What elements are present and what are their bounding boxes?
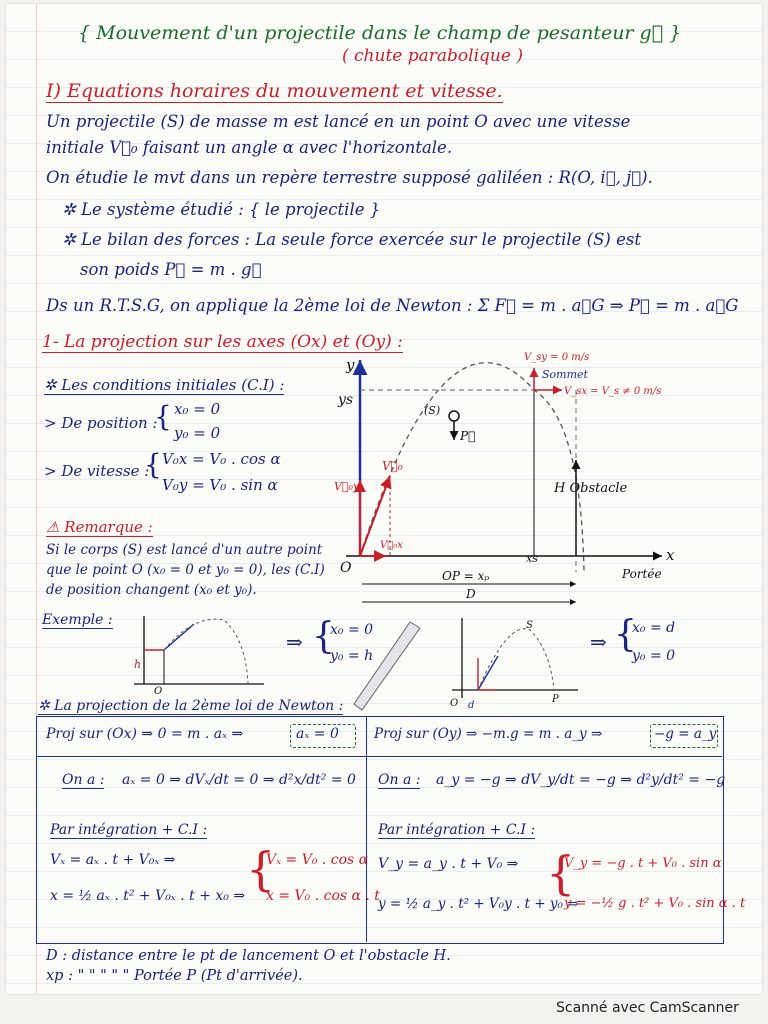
vsy-label: V_sy = 0 m/s [524,352,590,363]
paragraph-forces-b: son poids P⃗ = m . g⃗ [80,260,262,279]
svg-text:d: d [468,700,475,711]
op-label: OP = xₚ [442,569,490,583]
definition-xp: xp : " " " " " Portée P (Pt d'arrivée). [46,968,303,984]
ci-speed-label: > De vitesse : [44,462,150,480]
d-label: D [466,587,476,601]
svg-text:O: O [450,698,459,709]
range-label: Portée [622,567,662,581]
svg-text:h: h [134,658,142,671]
weight-label: P⃗ [460,429,476,443]
projection-box-divider [366,716,367,942]
example-2-y0: y₀ = 0 [632,648,676,664]
proj-ox-result: aₓ = 0 [296,726,339,742]
brace-icon: { [154,400,172,433]
ci-position-x: x₀ = 0 [174,400,221,418]
brace-icon: { [312,616,335,657]
example-2-x0: x₀ = d [632,620,676,636]
proj-oy-velocity: V_y = a_y . t + V₀ ⇒ [378,856,519,872]
y-axis-label: y [346,356,355,374]
example-1-x0: x₀ = 0 [330,622,374,638]
obstacle-label: H Obstacle [554,481,628,496]
proj-ox-equation: aₓ = 0 ⇒ dVₓ/dt = 0 ⇒ d²x/dt² = 0 [122,772,356,788]
x-axis-label: x [666,546,675,564]
svg-text:S: S [526,620,533,631]
remark-line-1: Si le corps (S) est lancé d'un autre point [46,542,323,558]
divider-stroke [350,616,430,716]
proj-oy-ona: On a : [378,772,421,788]
example-title: Exemple : [42,612,113,628]
brace-icon: { [144,448,162,481]
xs-label: xs [526,552,538,565]
page-subtitle: ( chute parabolique ) [342,46,523,66]
proj-oy-integration: Par intégration + C.I : [378,822,536,838]
remark-title: ⚠ Remarque : [46,518,153,536]
paragraph-1b: initiale V⃗₀ faisant un angle α avec l'horizontale. [46,138,453,157]
proj-oy-result: −g = a_y [654,726,717,742]
paragraph-forces-a: ✲ Le bilan des forces : La seule force exercée sur le projectile (S) est [62,230,641,249]
svg-text:P: P [552,694,559,705]
ci-speed-y: V₀y = V₀ . sin α [162,476,278,494]
projectile-label: (S) [424,404,441,417]
proj-ox-title: Proj sur (Ox) ⇒ 0 = m . aₓ ⇒ [46,726,244,742]
projection-title: ✲ La projection de la 2ème loi de Newton : [38,698,344,714]
arrow-implies-icon: ⇒ [286,630,303,654]
paragraph-system: ✲ Le système étudié : { le projectile } [62,200,381,219]
vsx-label: V_sx = V_s ≠ 0 m/s [564,386,662,397]
notebook-page [6,4,762,994]
ci-position-label: > De position : [44,414,158,432]
brace-icon: { [246,842,276,896]
v0-label: V⃗₀ [382,459,403,473]
paragraph-1a: Un projectile (S) de masse m est lancé en un point O avec une vitesse [46,112,631,131]
arrow-implies-icon: ⇒ [590,630,607,654]
proj-oy-title: Proj sur (Oy) ⇒ −m.g = m . a_y ⇒ [374,726,603,742]
summit-label: Sommet [542,368,588,381]
projectile-icon [449,411,459,421]
ys-label: ys [338,392,354,408]
v0y-label: V⃗₀y [334,480,360,493]
page-title: { Mouvement d'un projectile dans le champ de pesanteur g⃗ } [78,22,682,44]
subsection-heading: 1- La projection sur les axes (Ox) et (Oy) : [42,332,403,352]
example-diagram-1 [124,610,274,697]
trajectory-diagram [326,340,686,610]
proj-ox-velocity-result: Vₓ = V₀ . cos α [266,852,369,868]
definition-d: D : distance entre le pt de lancement O et l'obstacle H. [46,948,451,964]
proj-ox-integration: Par intégration + C.I : [50,822,208,838]
proj-oy-equation: a_y = −g ⇒ dV_y/dt = −g ⇒ d²y/dt² = −g [436,772,726,788]
proj-oy-position: y = ½ a_y . t² + V₀y . t + y₀ ⇒ [378,896,579,912]
remark-line-2: que le point O (x₀ = 0 et y₀ = 0), les (C.I) [46,562,325,578]
scanner-watermark: Scanné avec CamScanner [556,1000,739,1016]
paragraph-2: On étudie le mvt dans un repère terrestre supposé galiléen : R(O, i⃗, j⃗). [46,168,653,187]
proj-ox-velocity: Vₓ = aₓ . t + V₀ₓ ⇒ [50,852,176,868]
proj-ox-position: x = ½ aₓ . t² + V₀ₓ . t + x₀ ⇒ [50,888,246,904]
ci-position-y: y₀ = 0 [174,424,221,442]
example-1-y0: y₀ = h [330,648,374,664]
ci-title: ✲ Les conditions initiales (C.I) : [44,376,285,394]
proj-ox-ona: On a : [62,772,105,788]
ci-speed-x: V₀x = V₀ . cos α [162,450,281,468]
proj-oy-position-result: y = −½ g . t² + V₀ . sin α . t [564,896,746,911]
projection-box-separator [36,756,722,757]
brace-icon: { [546,846,576,900]
section-heading: I) Equations horaires du mouvement et vitesse. [46,80,503,102]
proj-ox-position-result: x = V₀ . cos α . t [266,888,380,904]
example-diagram-2 [438,610,588,710]
origin-label: O [340,560,352,576]
brace-icon: { [614,614,637,655]
svg-text:O: O [154,686,163,697]
remark-line-3: de position changent (x₀ et y₀). [46,582,257,598]
proj-oy-velocity-result: V_y = −g . t + V₀ . sin α [564,856,722,871]
v0x-label: V⃗₀x [380,540,403,551]
paragraph-newton: Ds un R.T.S.G, on applique la 2ème loi de Newton : Σ F⃗ = m . a⃗G ⇒ P⃗ = m . a⃗G [46,296,739,315]
